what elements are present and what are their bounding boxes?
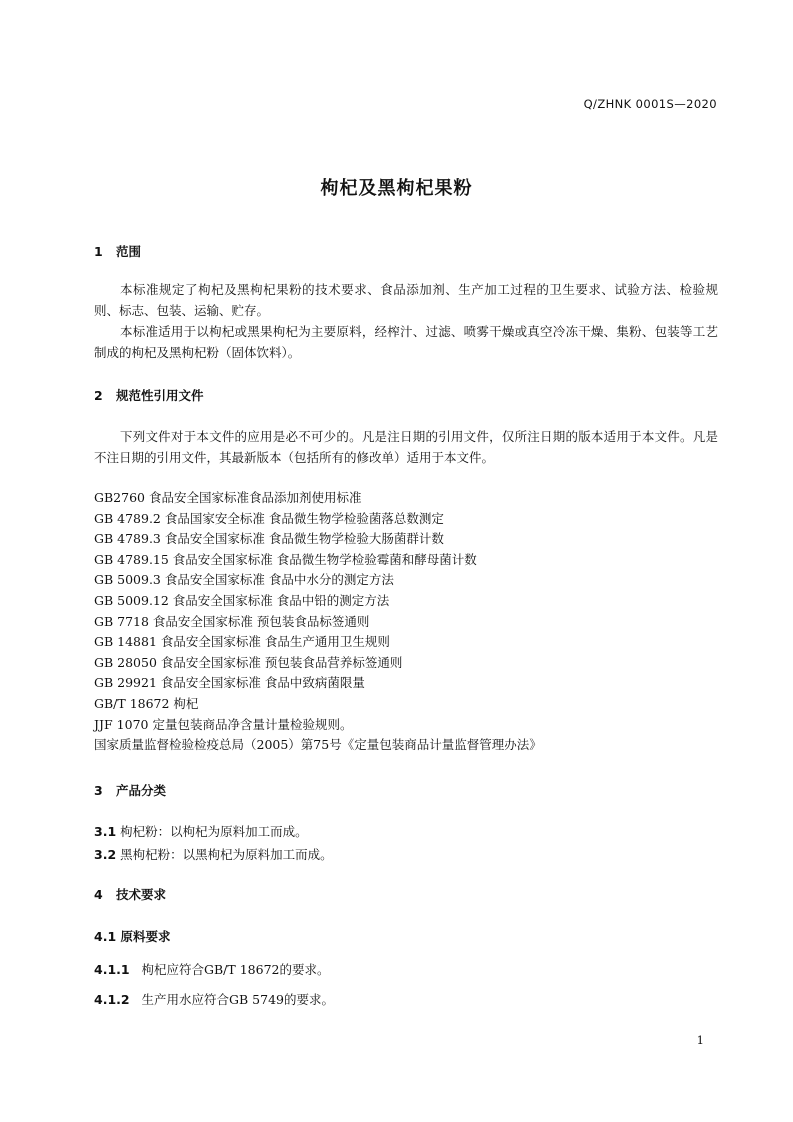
reference-item: GB 28050 食品安全国家标准 预包装食品营养标签通则 [94, 654, 403, 670]
section-heading-references [94, 386, 204, 404]
reference-item: GB 7718 食品安全国家标准 预包装食品标签通则 [94, 613, 370, 629]
section-heading-scope [94, 242, 141, 260]
reference-item: GB 14881 食品安全国家标准 食品生产通用卫生规则 [94, 634, 390, 650]
clause-text: 枸杞粉：以枸杞为原料加工而成。 [120, 824, 308, 839]
reference-item: GB/T 18672 枸杞 [94, 695, 199, 711]
section-number: 2 [94, 388, 103, 403]
clause-number: 3.2 [94, 847, 117, 862]
reference-item: GB 4789.15 食品安全国家标准 食品微生物学检验霉菌和酵母菌计数 [94, 551, 477, 567]
reference-item: GB 4789.3 食品安全国家标准 食品微生物学检验大肠菌群计数 [94, 531, 444, 547]
reference-list [94, 488, 718, 756]
clause-text: 黑枸杞粉：以黑枸杞为原料加工而成。 [120, 847, 333, 862]
reference-item: JJF 1070 定量包装商品净含量计量检验规则。 [94, 716, 353, 732]
reference-item: 国家质量监督检验检疫总局（2005）第75号《定量包装商品计量监督管理办法》 [94, 737, 542, 753]
standard-code: Q/ZHNK 0001S—2020 [583, 97, 717, 111]
requirement-item [94, 990, 334, 1008]
clause-number: 4.1.1 [94, 962, 130, 977]
section-heading-requirements [94, 885, 166, 903]
page-number: 1 [696, 1033, 704, 1047]
scope-paragraph-2: 本标准适用于以枸杞或黑果枸杞为主要原料，经榨汁、过滤、喷雾干燥或真空冷冻干燥、集粉、包装等工艺制成的枸杞及黑枸杞粉（固体饮料）。 [94, 324, 718, 360]
section-title: 技术要求 [116, 887, 167, 902]
reference-item: GB 5009.3 食品安全国家标准 食品中水分的测定方法 [94, 572, 394, 588]
reference-item: GB 4789.2 食品国家安全标准 食品微生物学检验菌落总数测定 [94, 510, 444, 526]
reference-item: GB 29921 食品安全国家标准 食品中致病菌限量 [94, 675, 365, 691]
clause-text: 枸杞应符合GB/T 18672的要求。 [141, 962, 330, 977]
section-number: 4 [94, 887, 103, 902]
classification-item [94, 845, 333, 863]
clause-number: 4.1.2 [94, 992, 130, 1007]
section-heading-classification [94, 781, 166, 799]
reference-item: GB 5009.12 食品安全国家标准 食品中铅的测定方法 [94, 592, 390, 608]
document-title: 枸杞及黑枸杞果粉 [320, 178, 473, 199]
section-title: 规范性引用文件 [116, 388, 204, 403]
reference-item: GB2760 食品安全国家标准食品添加剂使用标准 [94, 490, 362, 505]
clause-text: 生产用水应符合GB 5749的要求。 [141, 992, 334, 1007]
classification-item [94, 822, 308, 840]
section-number: 1 [94, 244, 103, 259]
subsection-heading-raw-materials: 4.1 原料要求 [94, 929, 171, 944]
section-title: 产品分类 [116, 783, 167, 798]
requirement-item [94, 960, 329, 978]
clause-number: 3.1 [94, 824, 117, 839]
section-title: 范围 [116, 244, 142, 259]
references-intro: 下列文件对于本文件的应用是必不可少的。凡是注日期的引用文件，仅所注日期的版本适用于本文件。凡是不注日期的引用文件，其最新版本（包括所有的修改单）适用于本文件。 [94, 429, 718, 465]
scope-paragraph-1: 本标准规定了枸杞及黑枸杞果粉的技术要求、食品添加剂、生产加工过程的卫生要求、试验方法、检验规则、标志、包装、运输、贮存。 [94, 282, 718, 318]
section-number: 3 [94, 783, 103, 798]
